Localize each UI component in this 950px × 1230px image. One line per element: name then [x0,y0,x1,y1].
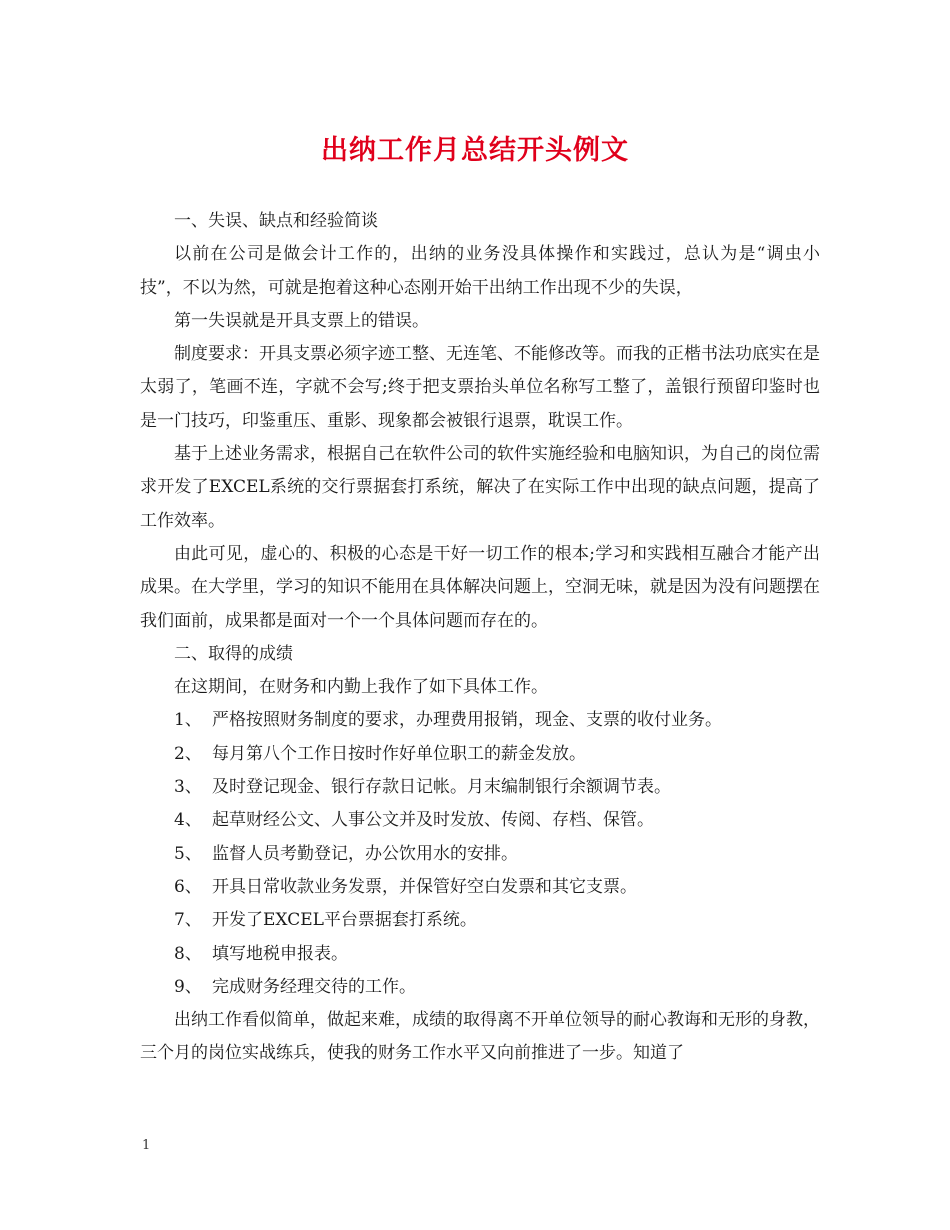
list-item-text: 严格按照财务制度的要求，办理费用报销，现金、支票的收付业务。 [212,710,722,731]
list-item-number: 7、 [174,910,202,931]
list-item [140,771,820,804]
list-item [140,838,820,871]
list-item-text: 填写地税申报表。 [212,943,348,964]
list-item-text: 完成财务经理交待的工作。 [212,976,416,997]
list-item-number: 4、 [174,810,202,831]
list-item-text: 每月第八个工作日按时作好单位职工的薪金发放。 [212,743,586,764]
list-item-text: 起草财经公文、人事公文并及时发放、传阅、存档、保管。 [212,810,654,831]
list-item [140,871,820,904]
list-item-number: 6、 [174,876,202,897]
paragraph-7: 出纳工作看似简单，做起来难，成绩的取得离不开单位领导的耐心教诲和无形的身教，三个月的岗位实战练兵，使我的财务工作水平又向前推进了一步。知道了 [140,1010,820,1064]
list-item [140,904,820,937]
list-item [140,704,820,737]
section-heading-2: 二、取得的成绩 [174,643,293,664]
list-item-text: 及时登记现金、银行存款日记帐。月末编制银行余额调节表。 [212,777,671,798]
paragraph-1: 以前在公司是做会计工作的，出纳的业务没具体操作和实践过，总认为是“调虫小技”，不以为然，可就是抱着这种心态刚开始干出纳工作出现不少的失误， [140,244,820,298]
list-item-text: 监督人员考勤登记，办公饮用水的安排。 [212,843,518,864]
list-item [140,738,820,771]
paragraph-2: 第一失误就是开具支票上的错误。 [174,310,429,331]
list-item-text: 开具日常收款业务发票，并保管好空白发票和其它支票。 [212,876,637,897]
paragraph-5: 由此可见，虚心的、积极的心态是干好一切工作的根本;学习和实践相互融合才能产出成果。在大学里，学习的知识不能用在具体解决问题上，空洞无味，就是因为没有问题摆在我们面前，成果都是面对一个一个具体问题而存在的。 [140,543,820,631]
list-item-number: 1、 [174,710,202,731]
list-item-number: 9、 [174,976,202,997]
list-item-text: 开发了EXCEL平台票据套打系统。 [212,910,477,931]
paragraph-4: 基于上述业务需求，根据自己在软件公司的软件实施经验和电脑知识，为自己的岗位需求开发了EXCEL系统的交行票据套打系统，解决了在实际工作中出现的缺点问题，提高了工作效率。 [140,444,820,531]
document-body [140,205,820,1071]
paragraph-6: 在这期间，在财务和内勤上我作了如下具体工作。 [174,677,548,698]
page-number: 1 [142,1138,151,1153]
list-item [140,938,820,971]
list-item [140,804,820,837]
list-item [140,971,820,1004]
list-item-number: 2、 [174,743,202,764]
section-heading-1: 一、失误、缺点和经验简谈 [174,211,378,231]
list-item-number: 3、 [174,777,202,798]
paragraph-3: 制度要求：开具支票必须字迹工整、无连笔、不能修改等。而我的正楷书法功底实在是太弱了，笔画不连，字就不会写;终于把支票抬头单位名称写工整了，盖银行预留印鉴时也是一门技巧，印鉴重压、重影、现象都会被银行退票，耽误工作。 [140,344,820,431]
list-item-number: 5、 [174,843,202,864]
document-title: 出纳工作月总结开头例文 [321,135,629,166]
list-item-number: 8、 [174,943,202,964]
